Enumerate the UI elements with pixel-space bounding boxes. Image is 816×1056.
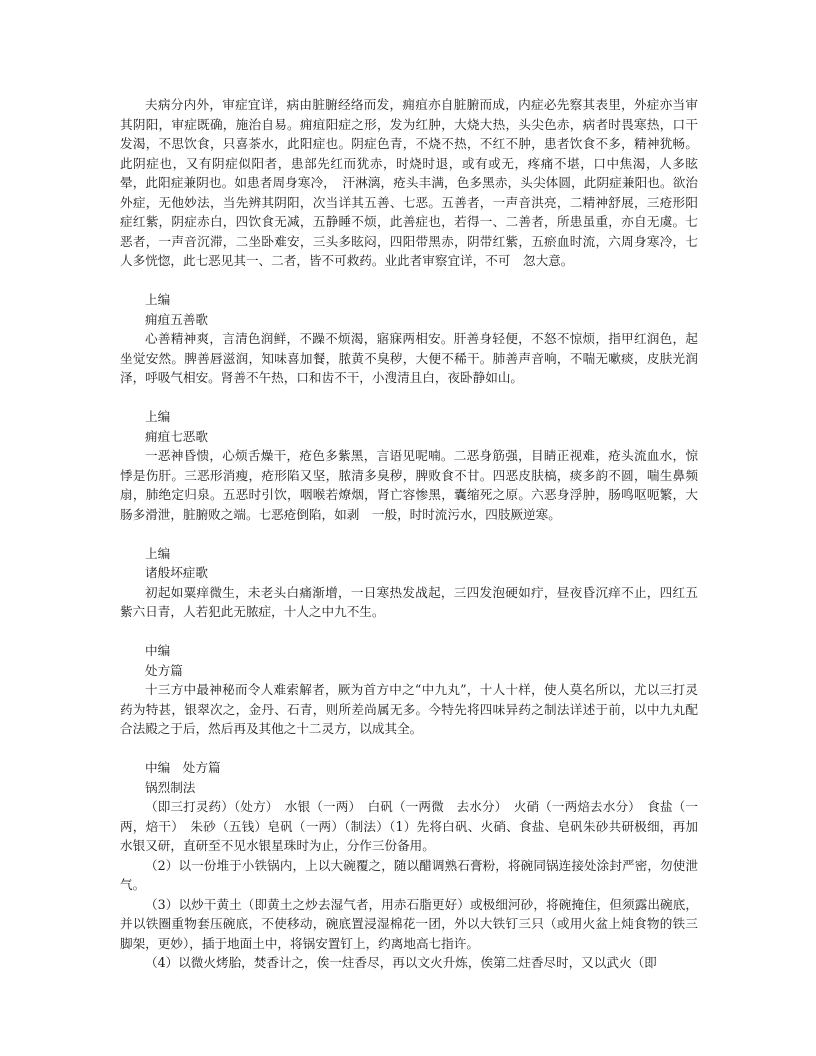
section-paragraph: （4）以微火烤胎，焚香计之，俟一炷香尽，再以文火升炼，俟第二炷香尽时，又以武火（即 xyxy=(145,955,657,970)
section-title: 锅烈制法 xyxy=(145,779,196,795)
section-label: 上编 xyxy=(145,545,171,561)
document-page xyxy=(120,95,698,973)
section-title: 处方篇 xyxy=(145,662,183,678)
section-bad-symptoms xyxy=(120,544,698,622)
section-title: 痈疽七恶歌 xyxy=(145,428,208,444)
section-paragraph: 心善精神爽，言清色润鲜，不躁不烦渴，寤寐两相安。肝善身轻便，不怒不惊烦，指甲红润色，起坐觉安然。脾善唇滋润，知味喜加餐，脓黄不臭秽，大便不稀干。肺善声音响，不喘无嗽痰，皮肤光润泽，呼吸气相安。肾善不午热，口和齿不干，小溲清且白，夜卧静如山。 xyxy=(120,331,698,385)
section-paragraph: 初起如粟痒微生，未老头白痛渐增，一日寒热发战起，三四发泡硬如疔，昼夜昏沉痒不止，四红五紫六日青，人若犯此无脓症，十人之中九不生。 xyxy=(120,584,698,619)
section-title: 痈疽五善歌 xyxy=(145,311,208,327)
section-label: 中编 xyxy=(145,643,171,658)
section-paragraph: （即三打灵药）（处方） 水银（一两） 白矾（一两微 去水分） 火硝（一两焙去水分） 食盐（一两，焙干） 朱砂（五钱）皂矾（一两）（制法）（1）先将白矾、火硝、食盐、皂矾朱砂共研极细，再加水银又研，直研至不见水银星珠时为止，分作三份备用。 xyxy=(120,799,698,853)
section-paragraph: （2）以一份堆于小铁锅内，上以大碗覆之，随以醋调熟石膏粉，将碗同锅连接处涂封严密，勿使泄气。 xyxy=(120,857,698,892)
intro-paragraph: 夫病分内外，审症宜详，病由脏腑经络而发，痈疽亦自脏腑而成，内症必先察其表里，外症亦当审其阴阳，审症既确，施治自易。痈疽阳症之形，发为红肿，大烧大热，头尖色赤，病者时畏寒热，口干发渴，不思饮食，只喜茶水，此阳症也。阴症色青，不烧不热，不红不肿，患者饮食不多，精神犹畅。此阴症也，又有阴症似阳者，患部先红而犹赤，时烧时退，或有或无，疼痛不堪，口中焦渴，人多眩晕，此阳症兼阴也。如患者周身寒冷， 汗淋漓，疮头丰满，色多黑赤，头尖体圆，此阴症兼阳也。欲治外症，无他妙法，当先辨其阴阳，次当详其五善、七恶。五善者，一声音洪亮，二精神舒展，三疮形阳症红紫，阴症赤白，四饮食无减，五静睡不烦，此善症也，若得一、二善者，所患虽重，亦自无虞。七恶者，一声音沉滞，二坐卧难安，三头多眩闷，四阳带黑赤，阴带红紫，五瘀血时流，六周身寒冷，七人多恍惚，此七恶见其一、二者，皆不可救药。业此者审察宜详，不可 忽大意。 xyxy=(120,97,698,268)
section-paragraph: 十三方中最神秘而令人难索解者，厥为首方中之“中九丸”，十人十样，使人莫名所以，尤以三打灵药为特甚，银翠次之，金丹、石青，则所差尚属无多。今特先将四味异药之制法详述于前，以中九丸配合法殿之于后，然后再及其他之十二灵方，以成其全。 xyxy=(120,682,698,736)
section-prescriptions xyxy=(120,641,698,739)
section-paragraph: （3）以炒干黄土（即黄土之炒去湿气者，用赤石脂更好）或极细河砂，将碗掩住，但须露出碗底，并以铁圈重物套压碗底，不使移动，碗底置浸湿棉花一团，外以大铁钉三只（或用火盆上炖食物的铁三脚架，更妙），插于地面土中，将锅安置钉上，约离地高七指许。 xyxy=(120,896,698,951)
section-paragraph: 一恶神昏愦，心烦舌燥干，疮色多紫黑，言语见呢喃。二恶身筋强，目睛正视难，疮头流血水，惊悸是伤肝。三恶形消瘦，疮形陷又坚，脓清多臭秽，脾败食不甘。四恶皮肤槁，痰多韵不圆，喘生鼻频扇，肺绝定归泉。五恶时引饮，咽喉若燎烟，肾亡容惨黑，囊缩死之原。六恶身浮肿，肠鸣呕呃繁，大肠多滑泄，脏腑败之端。七恶疮倒陷，如剥 一般，时时流污水，四肢厥逆寒。 xyxy=(120,448,698,522)
section-label: 上编 xyxy=(145,409,171,424)
section-label: 中编 处方篇 xyxy=(145,760,221,775)
section-five-good xyxy=(120,290,698,388)
section-title: 诸般坏症歌 xyxy=(145,565,208,580)
section-preparation-method xyxy=(120,758,698,973)
section-label: 上编 xyxy=(145,292,171,307)
section-seven-bad xyxy=(120,407,698,524)
